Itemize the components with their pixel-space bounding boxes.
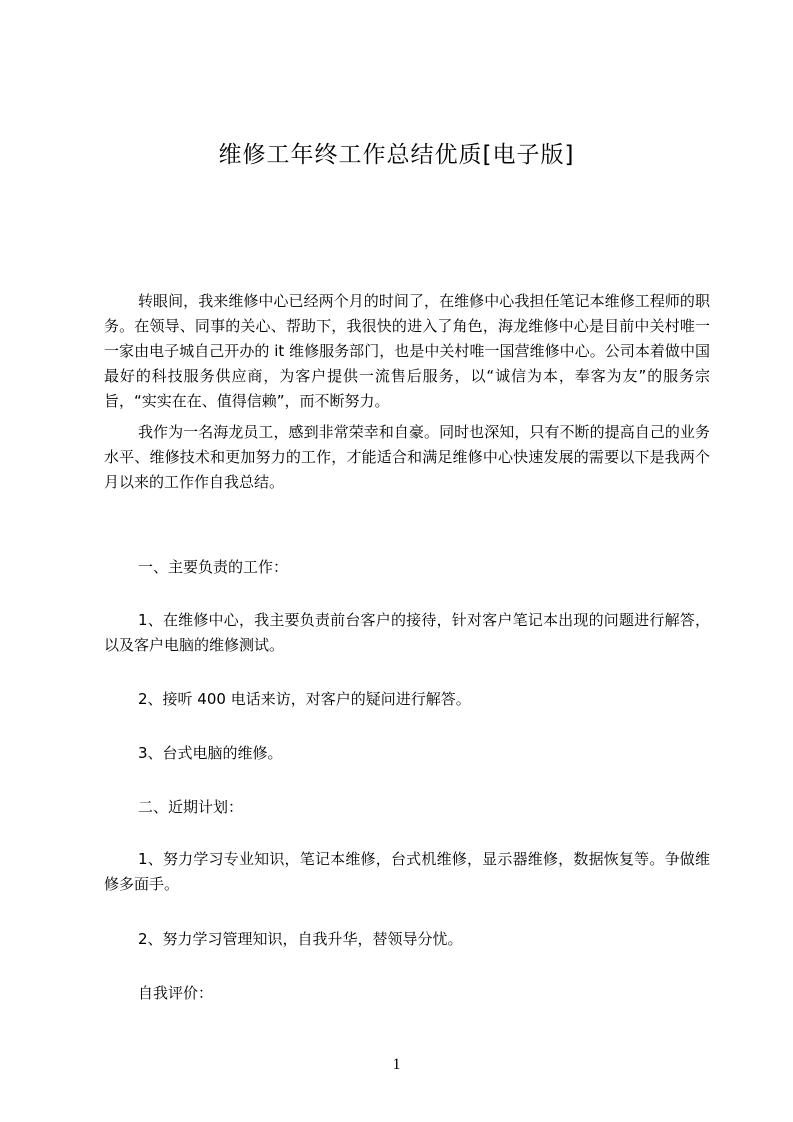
duty-item-3: 3、台式电脑的维修。 (138, 744, 283, 762)
section-heading-self-evaluation: 自我评价： (138, 984, 214, 1002)
document-title: 维修工年终工作总结优质[电子版] (218, 142, 575, 168)
page-number: 1 (392, 1056, 401, 1073)
paragraph-self-reflection: 我作为一名海龙员工，感到非常荣幸和自豪。同时也深知，只有不断的提高自己的业务水平、维修技术和更加努力的工作，才能适合和满足维修中心快速发展的需要以下是我两个月以来的工作作自我总结。 (104, 423, 710, 491)
plan-item-1: 1、努力学习专业知识，笔记本维修，台式机维修，显示器维修，数据恢复等。争做维修多面手。 (104, 850, 710, 893)
section-heading-near-term-plan: 二、近期计划： (138, 798, 244, 816)
plan-item-2: 2、努力学习管理知识，自我升华，替领导分忧。 (138, 930, 463, 948)
duty-item-1: 1、在维修中心，我主要负责前台客户的接待，针对客户笔记本出现的问题进行解答，以及客户电脑的维修测试。 (104, 611, 710, 654)
duty-item-2: 2、接听 400 电话来访，对客户的疑问进行解答。 (138, 690, 471, 708)
section-heading-main-duties: 一、主要负责的工作： (138, 558, 289, 576)
paragraph-intro: 转眼间，我来维修中心已经两个月的时间了，在维修中心我担任笔记本维修工程师的职务。在领导、同事的关心、帮助下，我很快的进入了角色，海龙维修中心是目前中关村唯一一家由电子城自己开办的 it 维修服务部门，也是中关村唯一国营维修中心。公司本着做中国最好的科技服务供应商，为客户提供一流售后服务，以“诚信为本，奉客为友”的服务宗旨，“实实在在、值得信赖”，而不断努力。 (104, 292, 710, 410)
